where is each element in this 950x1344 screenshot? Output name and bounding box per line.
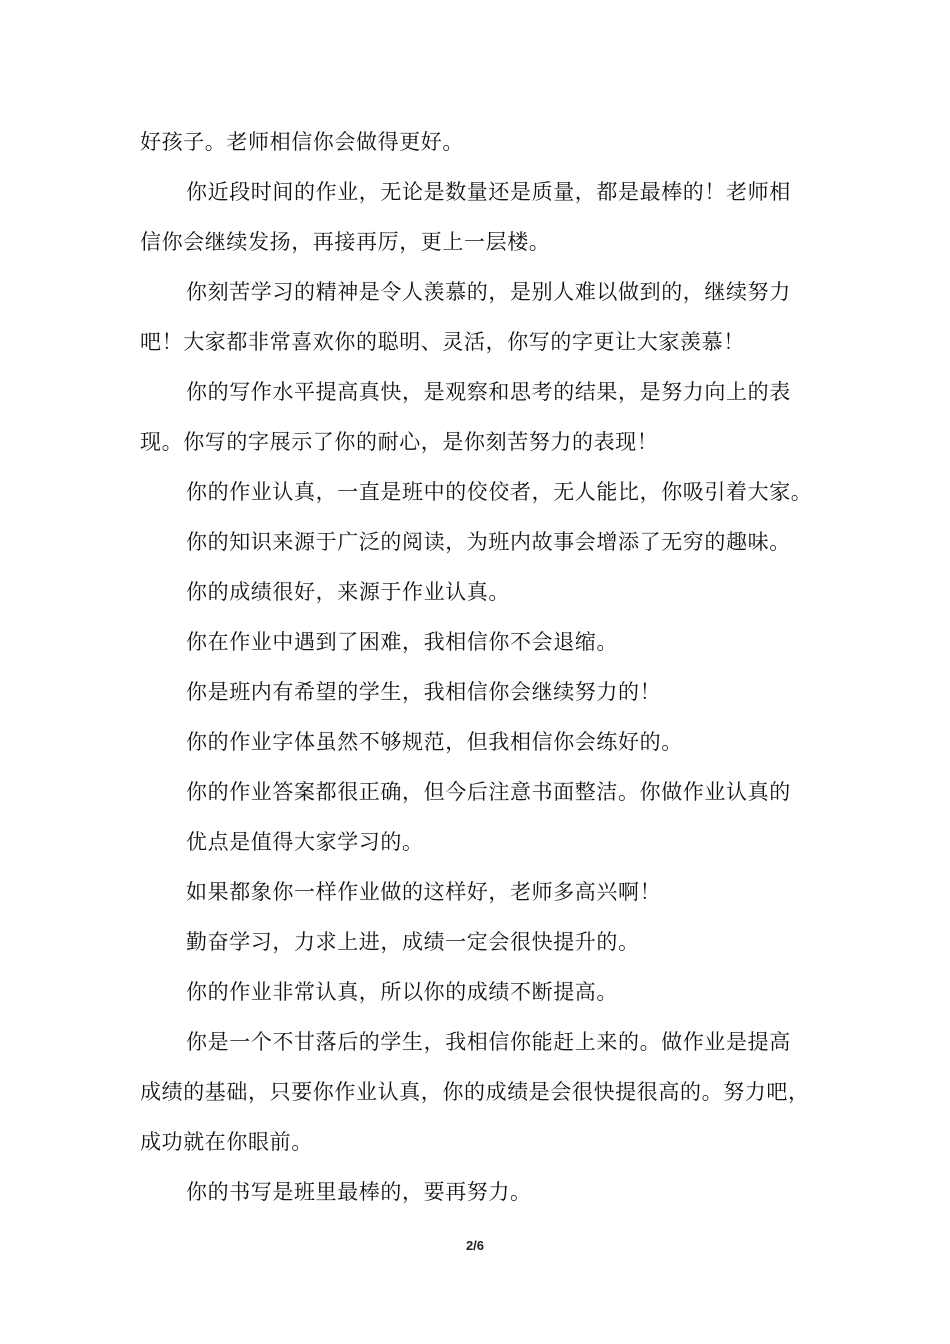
text-line: 你的书写是班里最棒的，要再努力。 bbox=[186, 1180, 532, 1204]
text-line: 好孩子。老师相信你会做得更好。 bbox=[140, 130, 464, 154]
text-line: 优点是值得大家学习的。 bbox=[186, 830, 424, 854]
text-line: 你是一个不甘落后的学生，我相信你能赶上来的。做作业是提高 bbox=[186, 1030, 791, 1054]
text-line: 你是班内有希望的学生，我相信你会继续努力的！ bbox=[186, 680, 662, 704]
text-line: 你的作业字体虽然不够规范，但我相信你会练好的。 bbox=[186, 730, 683, 754]
text-line: 你的写作水平提高真快，是观察和思考的结果，是努力向上的表 bbox=[186, 380, 791, 404]
text-line: 你刻苦学习的精神是令人羡慕的，是别人难以做到的，继续努力 bbox=[186, 280, 791, 304]
text-line: 你在作业中遇到了困难，我相信你不会退缩。 bbox=[186, 630, 618, 654]
text-line: 现。你写的字展示了你的耐心，是你刻苦努力的表现！ bbox=[140, 430, 659, 454]
text-line: 你的作业答案都很正确，但今后注意书面整洁。你做作业认真的 bbox=[186, 780, 791, 804]
text-line: 你的知识来源于广泛的阅读，为班内故事会增添了无穷的趣味。 bbox=[186, 530, 791, 554]
page-number: 2/6 bbox=[465, 1238, 485, 1253]
text-line: 吧！大家都非常喜欢你的聪明、灵活，你写的字更让大家羡慕！ bbox=[140, 330, 745, 354]
text-line: 信你会继续发扬，再接再厉，更上一层楼。 bbox=[140, 230, 551, 254]
text-line: 你的成绩很好，来源于作业认真。 bbox=[186, 580, 510, 604]
text-line: 如果都象你一样作业做的这样好，老师多高兴啊！ bbox=[186, 880, 662, 904]
text-line: 成绩的基础，只要你作业认真，你的成绩是会很快提很高的。努力吧， bbox=[140, 1080, 810, 1104]
text-line: 你的作业认真，一直是班中的佼佼者，无人能比，你吸引着大家。 bbox=[186, 480, 813, 504]
text-line: 你的作业非常认真，所以你的成绩不断提高。 bbox=[186, 980, 618, 1004]
text-line: 你近段时间的作业，无论是数量还是质量，都是最棒的！老师相 bbox=[186, 180, 791, 204]
text-line: 勤奋学习，力求上进，成绩一定会很快提升的。 bbox=[186, 930, 640, 954]
text-line: 成功就在你眼前。 bbox=[140, 1130, 313, 1154]
